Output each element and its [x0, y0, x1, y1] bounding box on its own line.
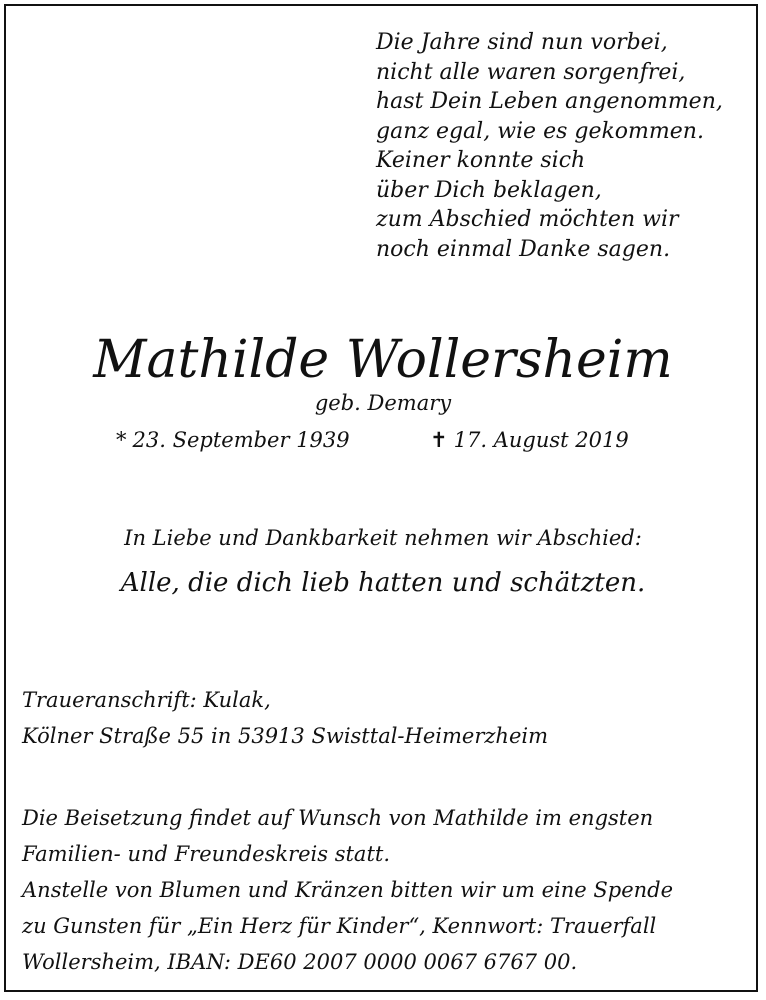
farewell-text: In Liebe und Dankbarkeit nehmen wir Abschied: [124, 526, 642, 550]
poem-line: zum Abschied möchten wir [376, 207, 679, 232]
poem-line: ganz egal, wie es gekommen. [376, 118, 704, 144]
notice-line: Anstelle von Blumen und Kränzen bitten wir um eine Spende [22, 878, 674, 902]
poem-line: hast Dein Leben angenommen, [376, 89, 723, 114]
funeral-notice [22, 800, 742, 980]
poem-line: nicht alle waren sorgenfrei, [376, 59, 686, 85]
deceased-name: Mathilde Wollersheim [93, 330, 673, 390]
address-line: Traueranschrift: Kulak, [22, 688, 271, 712]
notice-line: Die Beisetzung findet auf Wunsch von Mathilde im engsten [22, 806, 654, 830]
death-date-line [430, 426, 629, 454]
mourners-signature: Alle, die dich lieb hatten und schätzten. [120, 568, 646, 598]
star-icon: * [116, 428, 127, 452]
poem-line: Keiner konnte sich [376, 148, 586, 173]
birth-date: 23. September 1939 [132, 428, 350, 452]
poem [376, 28, 736, 264]
address-line: Kölner Straße 55 in 53913 Swisttal-Heimerzheim [22, 724, 549, 748]
cross-icon: ✝ [430, 428, 448, 452]
poem-line: über Dich beklagen, [376, 177, 602, 203]
birth-date-line [116, 426, 350, 454]
mourning-address [22, 682, 742, 754]
poem-line: noch einmal Danke sagen. [376, 236, 671, 262]
poem-line: Die Jahre sind nun vorbei, [376, 30, 668, 55]
notice-line: Familien- und Freundeskreis statt. [22, 842, 391, 866]
maiden-name: geb. Demary [314, 391, 452, 415]
notice-line: Wollersheim, IBAN: DE60 2007 0000 0067 6767 00. [22, 950, 578, 974]
notice-line: zu Gunsten für „Ein Herz für Kinder“, Kennwort: Trauerfall [22, 914, 657, 938]
death-date: 17. August 2019 [453, 428, 629, 452]
